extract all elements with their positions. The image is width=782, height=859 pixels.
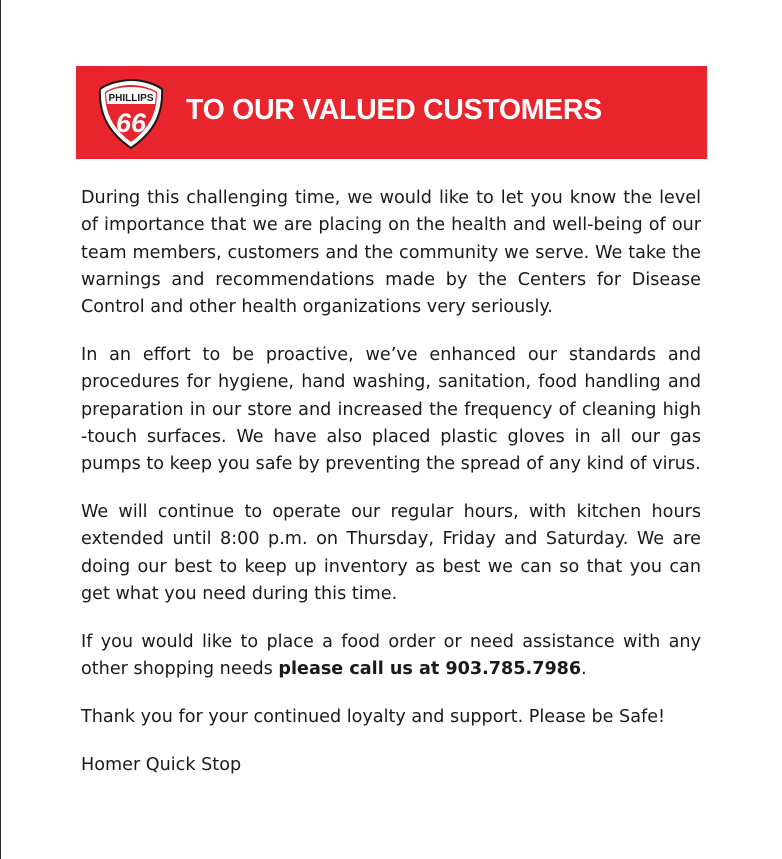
phillips-66-logo — [94, 77, 168, 151]
phone-callout: please call us at 903.785.7986 — [278, 658, 582, 679]
page-left-border — [0, 0, 1, 859]
paragraph-store-hours: We will continue to operate our regular hours, with kitchen hours extended until 8:00 p.m. on Thursday, Friday and Saturday. We are doing our best to keep up inventory as best we can so that you can get what you need during this time. — [81, 501, 701, 604]
closing-line: Thank you for your continued loyalty and support. Please be Safe! — [81, 706, 666, 727]
phone-order-period: . — [581, 658, 587, 679]
letter-body — [81, 185, 701, 799]
signature: Homer Quick Stop — [81, 754, 242, 775]
phone-order-text: If you would like to place a food order or need assistance with any other shopping needs — [81, 631, 701, 679]
paragraph-phone-orders — [81, 629, 701, 684]
logo-brand-text: PHILLIPS — [108, 93, 154, 104]
logo-number-text: 66 — [115, 108, 147, 138]
header-banner — [76, 66, 707, 159]
paragraph-health-commitment: During this challenging time, we would like to let you know the level of importance that we are placing on the health and well-being of our team members, customers and the community we serve. We take the warnings and recommendations made by the Centers for Disease Control and other health organizations very seriously. — [81, 188, 701, 318]
paragraph-hygiene-measures: In an effort to be proactive, we’ve enhanced our standards and procedures for hygiene, hand washing, sanitation, food handling and preparation in our store and increased the frequency of cleaning high -touch surfaces. We have also placed plastic gloves in all our gas pumps to keep you safe by preventing the spread of any kind of virus. — [81, 344, 701, 475]
page-title: TO OUR VALUED CUSTOMERS — [186, 94, 602, 126]
